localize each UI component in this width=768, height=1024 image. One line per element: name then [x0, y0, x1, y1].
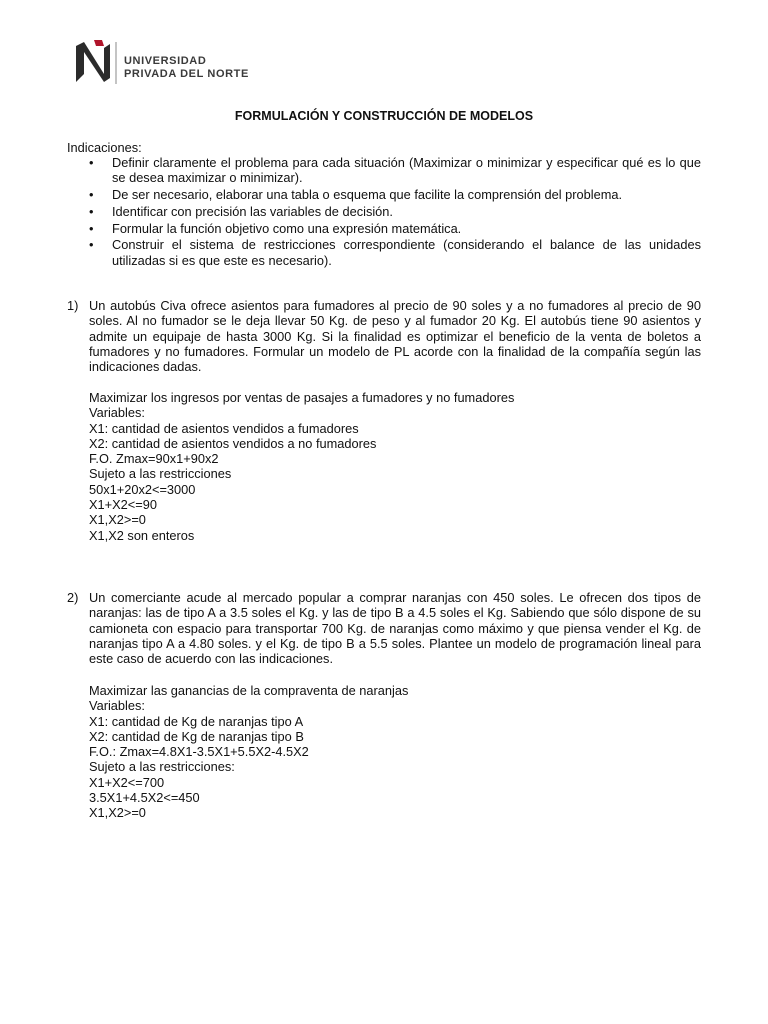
problem-statement: Un autobús Civa ofrece asientos para fumadores al precio de 90 soles y a no fumadores al precio de 90 soles. Al no fumador se le deja llevar 50 Kg. de peso y al fumador 20 Kg. El autobús tiene 90 asientos y admite un equipaje de hasta 3000 Kg. Si la finalidad es optimizar el beneficio de la venta de boletos a fumadores y no fumadores. Formular un modelo de PL acorde con la finalidad de la compañía según las indicaciones dadas.	[89, 298, 701, 375]
list-item: • De ser necesario, elaborar una tabla o esquema que facilite la comprensión del problema.	[89, 187, 701, 202]
problem-solution	[89, 390, 701, 543]
list-item: • Definir claramente el problema para cada situación (Maximizar o minimizar y especificar qué es lo que se desea maximizar o minimizar).	[89, 155, 701, 186]
solution-line: 50x1+20x2<=3000	[89, 481, 196, 497]
solution-line: F.O.: Zmax=4.8X1-3.5X1+5.5X2-4.5X2	[89, 744, 309, 760]
solution-line: X2: cantidad de asientos vendidos a no fumadores	[89, 435, 377, 451]
logo-text-line2: PRIVADA DEL NORTE	[124, 68, 249, 80]
list-item: • Construir el sistema de restricciones correspondiente (considerando el balance de las unidades utilizadas si es que este es necesario).	[89, 237, 701, 268]
solution-line: 3.5X1+4.5X2<=450	[89, 790, 200, 806]
solution-line: X1: cantidad de asientos vendidos a fumadores	[89, 420, 359, 436]
list-item: • Identificar con precisión las variables de decisión.	[89, 204, 701, 219]
solution-line: X1,X2>=0	[89, 805, 146, 821]
solution-line: X1+X2<=700	[89, 774, 165, 790]
solution-line: X1: cantidad de Kg de naranjas tipo A	[89, 713, 304, 729]
indicaciones-heading: Indicaciones:	[67, 140, 142, 155]
solution-line: X1,X2 son enteros	[89, 527, 195, 543]
solution-line: X1,X2>=0	[89, 512, 146, 528]
solution-line: Maximizar los ingresos por ventas de pasajes a fumadores y no fumadores	[89, 390, 515, 405]
university-logo	[74, 38, 274, 86]
solution-line: Maximizar las ganancias de la compraventa de naranjas	[89, 683, 409, 698]
solution-line: F.O. Zmax=90x1+90x2	[89, 451, 219, 467]
problem-number: 1)	[67, 298, 79, 313]
problem-number: 2)	[67, 590, 79, 605]
solution-line: Sujeto a las restricciones:	[89, 759, 235, 775]
solution-line: Variables:	[89, 698, 145, 714]
list-item: • Formular la función objetivo como una expresión matemática.	[89, 221, 701, 236]
solution-line: X1+X2<=90	[89, 497, 157, 513]
problem-solution	[89, 683, 701, 821]
page-title: FORMULACIÓN Y CONSTRUCCIÓN DE MODELOS	[234, 109, 534, 123]
solution-line: X2: cantidad de Kg de naranjas tipo B	[89, 728, 304, 744]
solution-line: Sujeto a las restricciones	[89, 466, 232, 482]
logo-text-line1: UNIVERSIDAD	[124, 55, 207, 67]
problem-statement: Un comerciante acude al mercado popular a comprar naranjas con 450 soles. Le ofrecen dos tipos de naranjas: las de tipo A a 3.5 soles el Kg. y las de tipo B a 4.5 soles el Kg. Sabiendo que sólo dispone de su camioneta con espacio para transportar 700 Kg. de naranjas como máximo y que piensa vender el Kg. de naranjas tipo A a 4.80 soles. y el Kg. de tipo B a 5.5 soles. Plantee un modelo de programación lineal para este caso de acuerdo con las indicaciones.	[89, 590, 701, 667]
indicaciones-list	[89, 155, 701, 270]
solution-line: Variables:	[89, 405, 145, 421]
upn-logo-icon	[74, 38, 120, 86]
